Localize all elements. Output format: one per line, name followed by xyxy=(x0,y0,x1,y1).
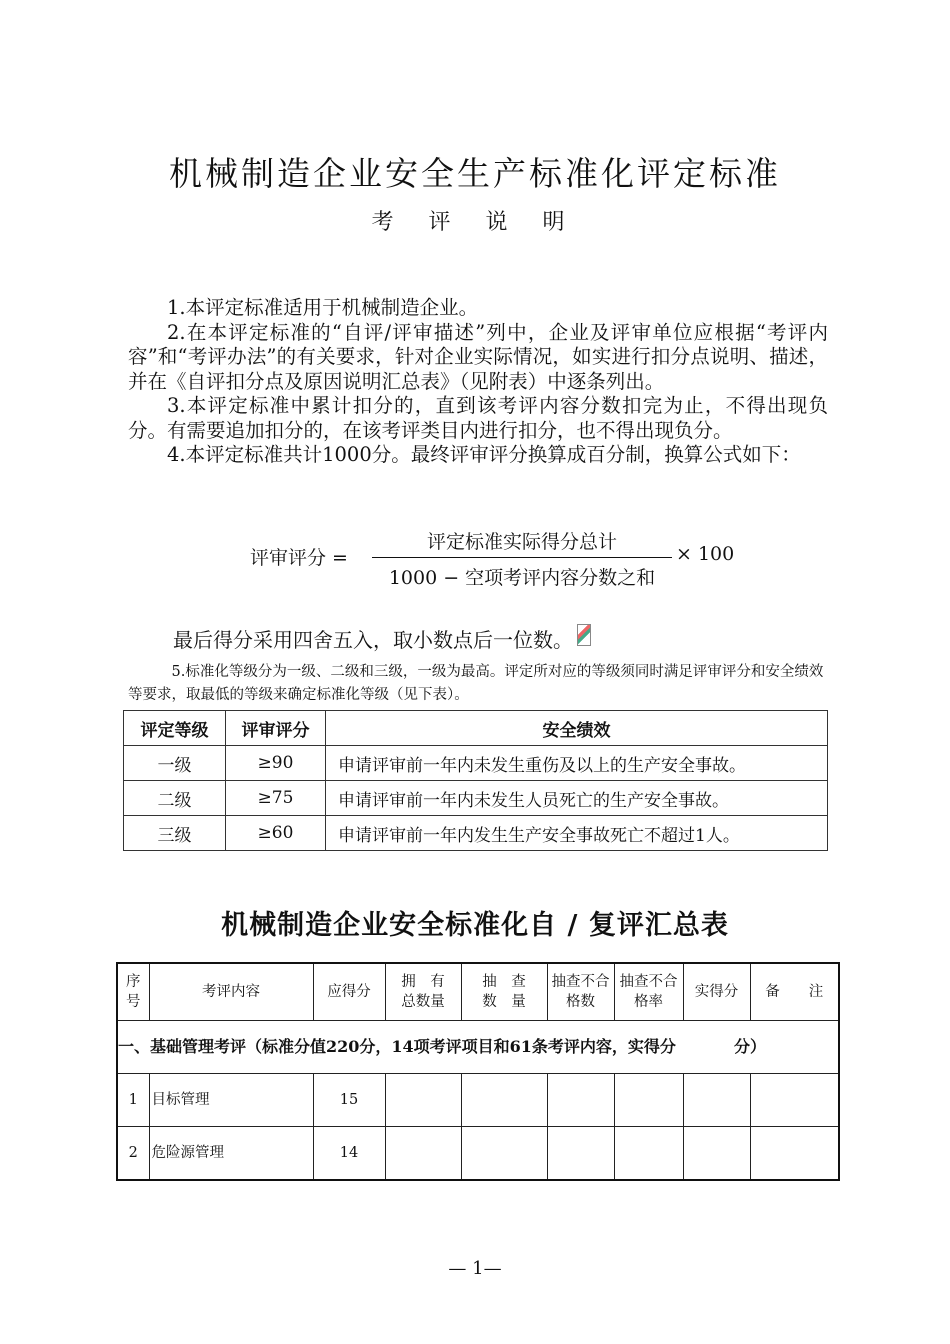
grade-score: ≥75 xyxy=(226,781,326,816)
instructions xyxy=(128,296,828,468)
image-placeholder-icon xyxy=(577,624,591,646)
formula-denominator: 1000 − 空项考评内容分数之和 xyxy=(388,567,656,589)
row-fail-rate[interactable] xyxy=(614,1074,683,1127)
instruction-4: 4.本评定标准共计1000分。最终评审评分换算成百分制，换算公式如下： xyxy=(167,443,801,466)
document-title: 机械制造企业安全生产标准化评定标准 xyxy=(169,154,781,193)
summary-header-row xyxy=(117,963,839,1021)
header-score: 应得分 xyxy=(313,963,385,1021)
instruction-2: 2.在本评定标准的“自评/评审描述”列中，企业及评审单位应根据“考评内容”和“考评办法”的有关要求，针对企业实际情况，如实进行扣分点说明、描述，并在《自评扣分点及原因说明汇总表》（见附表）中逐条列出。 xyxy=(128,320,828,393)
grade-performance: 申请评审前一年内未发生人员死亡的生产安全事故。 xyxy=(326,781,828,816)
section-tail: 分） xyxy=(733,1037,766,1056)
header-total: 拥 有 总数量 xyxy=(385,963,461,1021)
row-check[interactable] xyxy=(461,1127,547,1181)
header-remark: 备 注 xyxy=(750,963,839,1021)
row-actual[interactable] xyxy=(683,1127,750,1181)
grade-note-block xyxy=(128,661,828,707)
row-score: 14 xyxy=(313,1127,385,1181)
header-fail-count: 抽查不合 格数 xyxy=(547,963,614,1021)
header-check: 抽 查 数 量 xyxy=(461,963,547,1021)
row-fail-count[interactable] xyxy=(547,1127,614,1181)
header-fail-rate: 抽查不合 格率 xyxy=(614,963,683,1021)
grade-table xyxy=(123,710,828,851)
grade-performance: 申请评审前一年内发生生产安全事故死亡不超过1人。 xyxy=(326,816,828,851)
section-basic-management xyxy=(117,1021,839,1074)
instruction-1: 1.本评定标准适用于机械制造企业。 xyxy=(167,296,479,319)
row-remark[interactable] xyxy=(750,1127,839,1181)
row-no: 2 xyxy=(117,1127,149,1181)
row-total[interactable] xyxy=(385,1074,461,1127)
grade-table-header xyxy=(124,711,828,746)
summary-title: 机械制造企业安全标准化自 / 复评汇总表 xyxy=(221,910,729,941)
row-fail-count[interactable] xyxy=(547,1074,614,1127)
formula-rhs: × 100 xyxy=(676,543,735,565)
header-actual: 实得分 xyxy=(683,963,750,1021)
grade-score: ≥60 xyxy=(226,816,326,851)
grade-level: 三级 xyxy=(124,816,226,851)
formula-numerator: 评定标准实际得分总计 xyxy=(426,531,617,553)
table-row xyxy=(124,781,828,816)
rounding-note: 最后得分采用四舍五入，取小数点后一位数。 xyxy=(173,628,573,652)
table-row xyxy=(117,1074,839,1127)
grade-level: 二级 xyxy=(124,781,226,816)
score-formula xyxy=(250,527,750,587)
grade-note: 5.标准化等级分为一级、二级和三级，一级为最高。评定所对应的等级须同时满足评审评分和安全绩效等要求，取最低的等级来确定标准化等级（见下表）。 xyxy=(128,664,824,703)
grade-header-performance: 安全绩效 xyxy=(326,711,828,746)
section-subtitle: 考 评 说 明 xyxy=(371,210,579,235)
section-title: 一、基础管理考评（标准分值220分，14项考评项目和61条考评内容，实得分 xyxy=(118,1037,676,1056)
table-row xyxy=(117,1127,839,1181)
header-content: 考评内容 xyxy=(149,963,313,1021)
table-row xyxy=(124,746,828,781)
row-fail-rate[interactable] xyxy=(614,1127,683,1181)
row-remark[interactable] xyxy=(750,1074,839,1127)
row-actual[interactable] xyxy=(683,1074,750,1127)
instruction-3: 3.本评定标准中累计扣分的，直到该考评内容分数扣完为止，不得出现负分。有需要追加扣分的，在该考评类目内进行扣分，也不得出现负分。 xyxy=(128,394,828,442)
rounding-note-line xyxy=(173,624,591,653)
grade-header-score: 评审评分 xyxy=(226,711,326,746)
table-row xyxy=(124,816,828,851)
formula-lhs: 评审评分 = xyxy=(250,547,348,569)
row-score: 15 xyxy=(313,1074,385,1127)
row-content: 目标管理 xyxy=(149,1074,313,1127)
summary-table xyxy=(116,962,840,1181)
fraction-bar xyxy=(372,557,672,558)
row-total[interactable] xyxy=(385,1127,461,1181)
grade-header-level: 评定等级 xyxy=(124,711,226,746)
row-content: 危险源管理 xyxy=(149,1127,313,1181)
section-row xyxy=(117,1021,839,1074)
grade-performance: 申请评审前一年内未发生重伤及以上的生产安全事故。 xyxy=(326,746,828,781)
page-number: — 1— xyxy=(448,1258,502,1279)
grade-score: ≥90 xyxy=(226,746,326,781)
header-seq: 序 号 xyxy=(117,963,149,1021)
row-no: 1 xyxy=(117,1074,149,1127)
grade-level: 一级 xyxy=(124,746,226,781)
row-check[interactable] xyxy=(461,1074,547,1127)
